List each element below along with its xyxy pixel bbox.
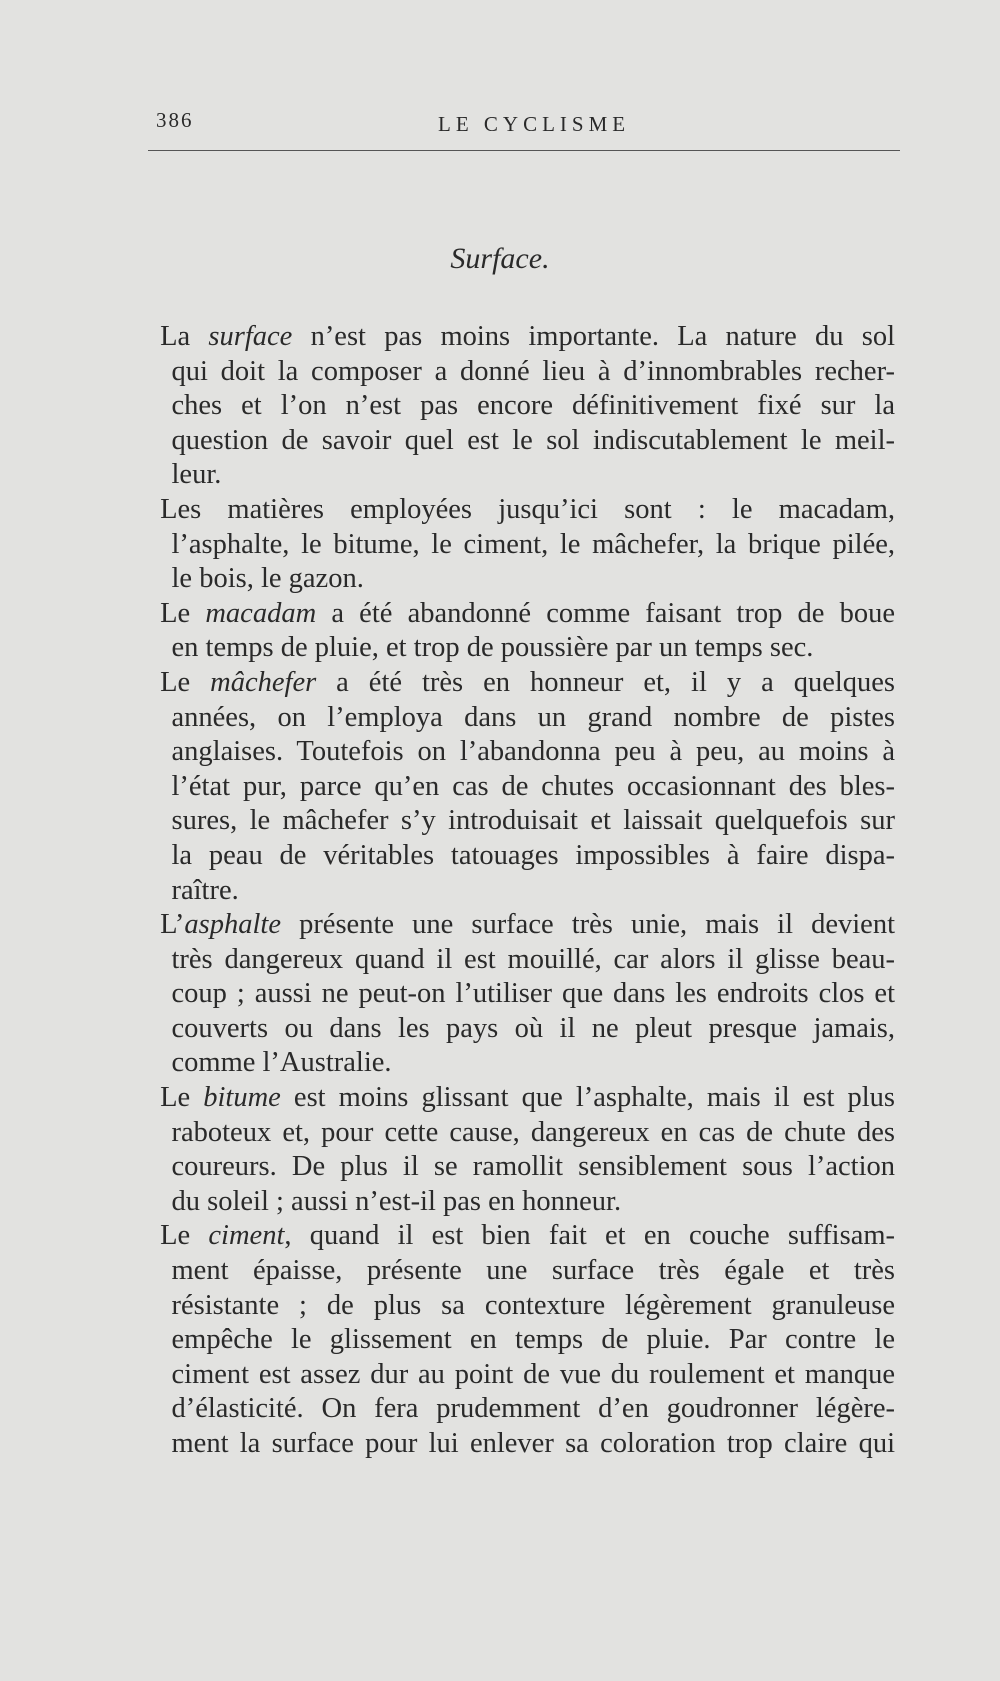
text-line: comme l’Australie. bbox=[171, 1047, 392, 1079]
body-text bbox=[143, 320, 895, 1462]
header-rule bbox=[148, 150, 900, 151]
text-line: très dangereux quand il est mouillé, car alors il glisse beau- bbox=[171, 943, 895, 975]
text-line: l’asphalte, le bitume, le ciment, le mâchefer, la brique pilée, bbox=[171, 528, 895, 560]
text-line: L’asphalte présente une surface très unie, mais il devient bbox=[160, 909, 895, 941]
page-number: 386 bbox=[156, 108, 194, 132]
text-line: question de savoir quel est le sol indiscutablement le meil- bbox=[171, 424, 895, 456]
text-line: Le macadam a été abandonné comme faisant trop de boue bbox=[160, 597, 895, 629]
text-line: le bois, le gazon. bbox=[171, 563, 364, 595]
paragraph bbox=[143, 1219, 895, 1461]
text-line: en temps de pluie, et trop de poussière par un temps sec. bbox=[171, 632, 814, 664]
text-line: Le bitume est moins glissant que l’asphalte, mais il est plus bbox=[160, 1082, 895, 1114]
text-line: La surface n’est pas moins importante. La nature du sol bbox=[160, 321, 895, 352]
italic-term: surface bbox=[208, 321, 293, 352]
text-line: ment la surface pour lui enlever sa coloration trop claire qui bbox=[171, 1428, 895, 1459]
text-line: coup ; aussi ne peut-on l’utiliser que dans les endroits clos et bbox=[171, 978, 895, 1010]
italic-term: bitume bbox=[203, 1082, 281, 1114]
italic-term: ciment bbox=[208, 1220, 285, 1252]
paragraph bbox=[143, 1081, 895, 1219]
text-line: empêche le glissement en temps de pluie. Par contre le bbox=[171, 1324, 895, 1356]
text-line: du soleil ; aussi n’est-il pas en honneur. bbox=[171, 1185, 622, 1217]
text-line: la peau de véritables tatouages impossibles à faire dispa- bbox=[171, 839, 895, 871]
text-line: Le mâchefer a été très en honneur et, il y a quelques bbox=[160, 666, 896, 698]
text-line: anglaises. Toutefois on l’abandonna peu à peu, au moins à bbox=[171, 736, 895, 768]
italic-term: asphalte bbox=[184, 909, 281, 941]
paragraph bbox=[143, 493, 895, 597]
text-line: résistante ; de plus sa contexture légèrement granuleuse bbox=[171, 1289, 895, 1321]
running-head bbox=[148, 108, 900, 148]
italic-term: macadam bbox=[205, 597, 317, 629]
text-line: couverts ou dans les pays où il ne pleut presque jamais, bbox=[171, 1012, 895, 1044]
text-line: années, on l’employa dans un grand nombre de pistes bbox=[171, 701, 895, 733]
text-line: ciment est assez dur au point de vue du roulement et manque bbox=[171, 1358, 895, 1390]
text-line: Le ciment, quand il est bien fait et en couche suffisam- bbox=[160, 1220, 896, 1252]
text-line: leur. bbox=[171, 459, 222, 491]
text-line: qui doit la composer a donné lieu à d’innombrables recher- bbox=[171, 355, 895, 387]
text-line: raître. bbox=[171, 874, 239, 906]
text-line: ches et l’on n’est pas encore définitivement fixé sur la bbox=[171, 390, 895, 422]
paragraph bbox=[143, 597, 895, 666]
paragraph bbox=[143, 666, 895, 908]
text-line: Les matières employées jusqu’ici sont : le macadam, bbox=[160, 493, 895, 525]
text-line: sures, le mâchefer s’y introduisait et laissait quelquefois sur bbox=[171, 805, 895, 837]
text-line: d’élasticité. On fera prudemment d’en goudronner légère- bbox=[171, 1393, 895, 1425]
running-title: LE CYCLISME bbox=[438, 112, 631, 136]
paragraph bbox=[143, 908, 895, 1081]
text-line: ment épaisse, présente une surface très égale et très bbox=[171, 1255, 895, 1287]
italic-term: mâchefer bbox=[210, 666, 317, 698]
text-line: l’état pur, parce qu’en cas de chutes occasionnant des bles- bbox=[171, 770, 895, 802]
text-line: coureurs. De plus il se ramollit sensiblement sous l’action bbox=[171, 1151, 895, 1183]
section-heading: Surface. bbox=[450, 242, 550, 275]
text-line: raboteux et, pour cette cause, dangereux en cas de chute des bbox=[171, 1116, 895, 1148]
paragraph bbox=[143, 320, 895, 493]
